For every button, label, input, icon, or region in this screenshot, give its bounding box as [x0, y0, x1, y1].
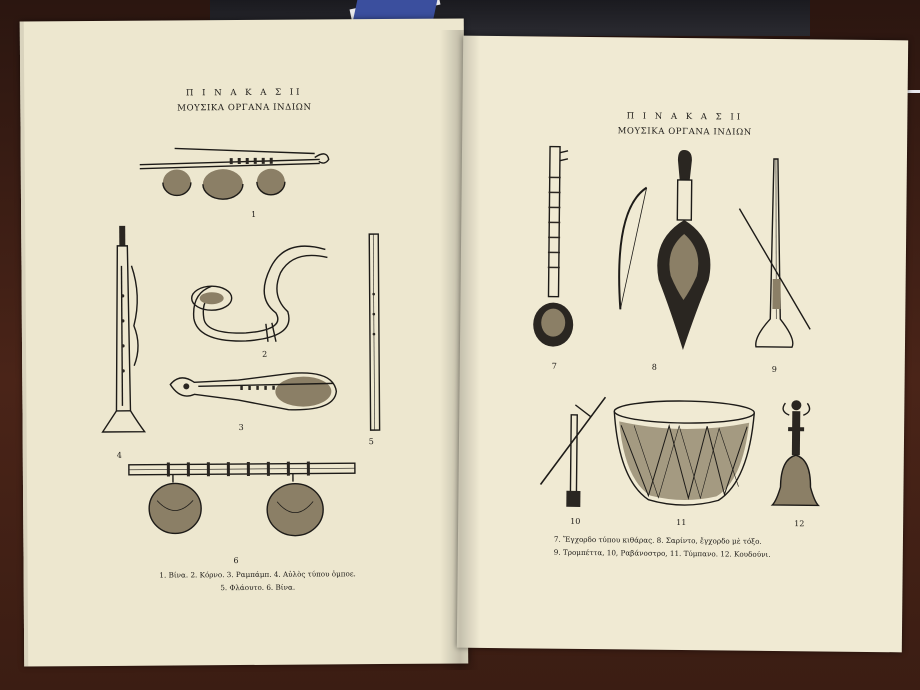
- figure-number: 4: [116, 450, 122, 460]
- figure-number: 10: [570, 516, 581, 526]
- caption-line: 1. Βίνα. 2. Κόρνο. 3. Ραμπάμπ. 4. Αὐλὸς τύπου ὀμποε.: [159, 569, 356, 580]
- figure-number: 6: [233, 556, 239, 566]
- left-heading: [24, 86, 464, 114]
- caption-line: 9. Τρομπέττα, 10, Ραβάνοστρο, 11. Τύμπανο. 12. Κουδούνι.: [553, 547, 771, 559]
- left-page: [20, 18, 468, 666]
- caption-line: 5. Φλάουτο. 6. Βίνα.: [220, 582, 296, 593]
- figure-number: 2: [262, 349, 268, 359]
- ravanastron-illustration: [538, 395, 609, 516]
- figure-number: 7: [551, 361, 557, 371]
- oboe-illustration: [99, 226, 150, 441]
- figure-number: 5: [368, 437, 374, 447]
- drum-illustration: [608, 399, 759, 511]
- sarinda-illustration: [610, 149, 722, 360]
- left-caption: [88, 567, 428, 595]
- figure-number: 9: [771, 364, 777, 374]
- trumpet-illustration: [736, 159, 818, 360]
- figure-number: 1: [251, 209, 257, 219]
- right-page: [457, 36, 908, 653]
- rabab-illustration: [168, 359, 338, 420]
- figure-number: 3: [238, 423, 244, 433]
- plate-title: Π Ι Ν Α Κ Α Σ II: [626, 111, 744, 123]
- sitar-illustration: [530, 146, 582, 357]
- book-spine: [440, 30, 480, 670]
- caption-line: 7. Ἔγχορδο τύπου κιθάρας. 8. Σαρίντο, ἔγχορδο μὲ τόξο.: [553, 534, 762, 546]
- horn-illustration: [175, 237, 336, 348]
- figure-number: 12: [794, 519, 805, 529]
- right-heading: [462, 110, 907, 140]
- figure-number: 11: [676, 517, 687, 528]
- plate-title: Π Ι Ν Α Κ Α Σ II: [185, 87, 303, 99]
- vina2-illustration: [127, 459, 360, 556]
- flute-illustration: [363, 234, 384, 434]
- plate-subtitle: ΜΟΥΣΙΚΑ ΟΡΓΑΝΑ ΙΝΔΙΩΝ: [617, 126, 752, 138]
- right-caption: [554, 533, 854, 562]
- plate-subtitle: ΜΟΥΣΙΚΑ ΟΡΓΑΝΑ ΙΝΔΙΩΝ: [177, 102, 312, 114]
- figure-number: 8: [651, 362, 657, 372]
- bell-illustration: [770, 397, 821, 518]
- vina-illustration: [135, 139, 335, 210]
